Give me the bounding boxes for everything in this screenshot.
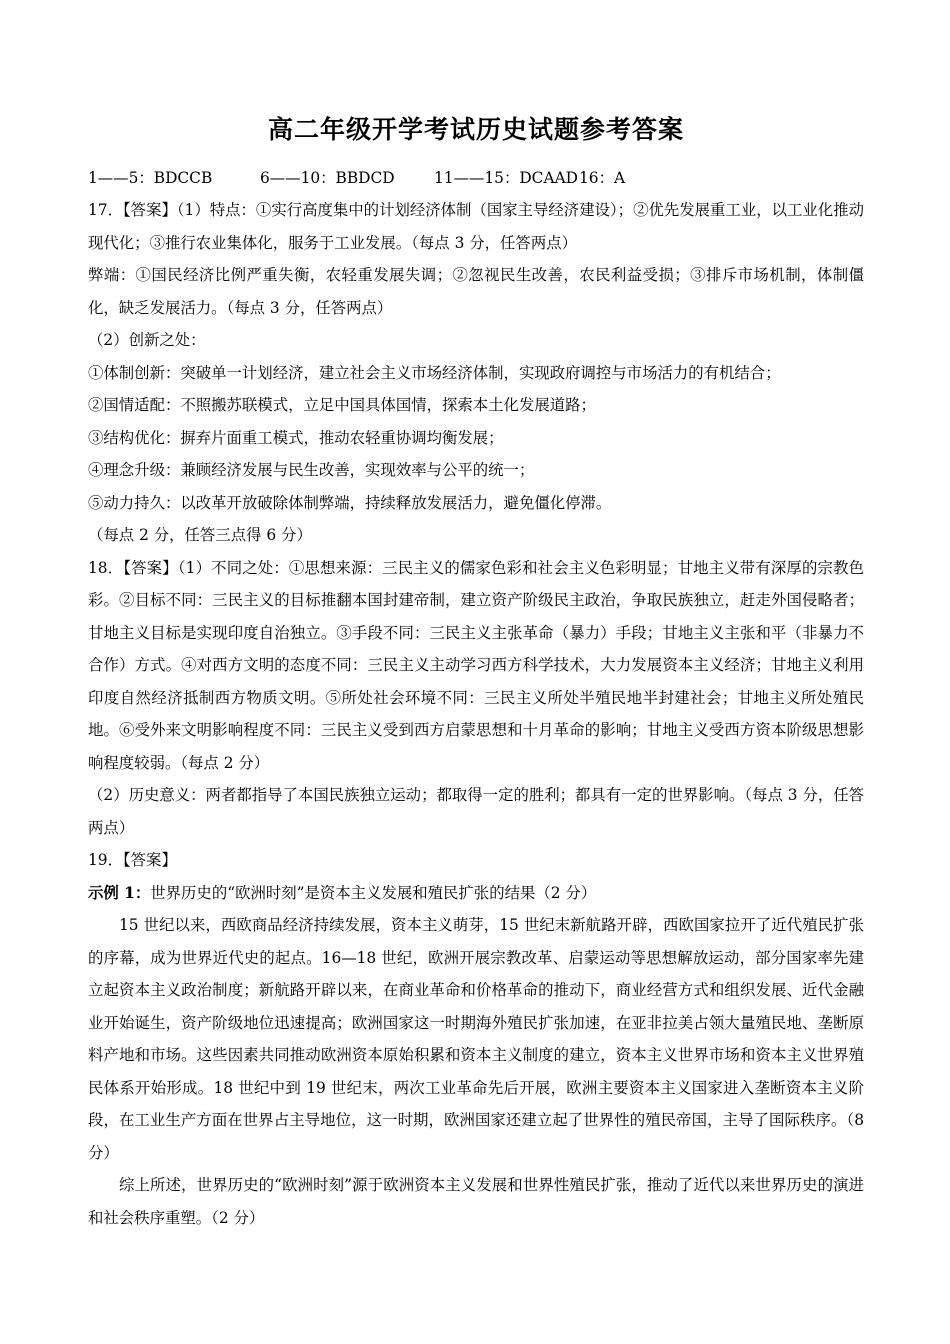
q17-innovation-item: ②国情适配：不照搬苏联模式，立足中国具体国情，探索本土化发展道路； bbox=[88, 396, 596, 414]
choice-answer-16: 16：A bbox=[579, 169, 626, 187]
q18-significance: （2）历史意义：两者都指导了本国民族独立运动；都取得一定的胜利；都具有一定的世界影响。（每点 3 分，任答两点） bbox=[88, 786, 864, 837]
q17-part2-heading: （2）创新之处： bbox=[88, 331, 206, 349]
choice-answer-1-5: 1——5：BDCCB bbox=[88, 169, 213, 187]
q17-features: （1）特点：①实行高度集中的计划经济体制（国家主导经济建设）；②优先发展重工业，以工业化推动现代化；③推行农业集体化，服务于工业发展。（每点 3 分，任答两点） bbox=[88, 201, 864, 252]
q17-scoring-note: （每点 2 分，任答三点得 6 分） bbox=[88, 526, 312, 544]
choice-answer-11-15: 11——15：DCAAD bbox=[434, 169, 579, 187]
q17-label: 17．【答案】 bbox=[88, 201, 177, 219]
choice-answers bbox=[88, 162, 864, 194]
q17-innovation-item: ③结构优化：摒弃片面重工模式，推动农轻重协调均衡发展； bbox=[88, 428, 504, 447]
page-title: 高二年级开学考试历史试题参考答案 bbox=[267, 115, 684, 144]
question-17 bbox=[88, 194, 864, 552]
q17-innovation-item: ⑤动力持久：以改革开放破除体制弊端，持续释放发展活力，避免僵化停滞。 bbox=[88, 493, 612, 512]
q19-example-heading bbox=[88, 877, 864, 910]
question-18 bbox=[88, 552, 864, 845]
choice-answer-6-10: 6——10：BBDCD bbox=[260, 169, 395, 187]
q19-body: 15 世纪以来，西欧商品经济持续发展，资本主义萌芽，15 世纪末新航路开辟，西欧国家拉开了近代殖民扩张的序幕，成为世界近代史的起点。16—18 世纪，欧洲开展宗教改革、启蒙运动等思想解放运动，部分国家率先建立起资本主义政治制度；新航路开辟以来，在商业革命和价格革命的推动下，商业经营方式和组织发展、近代金融业开始诞生，资产阶级地位迅速提高；欧洲国家这一时期海外殖民扩张加速，在亚非拉美占领大量殖民地、垄断原料产地和市场。这些因素共同推动欧洲资本原始积累和资本主义制度的建立，资本主义世界市场和资本主义世界殖民体系开始形成。18 世纪中到 19 世纪末，两次工业革命先后开展，欧洲主要资本主义国家进入垄断资本主义阶段，在工业生产方面在世界占主导地位，这一时期，欧洲国家还建立起了世界性的殖民帝国，主导了国际秩序。（8 分） bbox=[88, 916, 864, 1162]
q19-label: 19．【答案】 bbox=[88, 851, 177, 869]
q17-innovation-item: ④理念升级：兼顾经济发展与民生改善，实现效率与公平的统一； bbox=[88, 461, 535, 479]
question-19 bbox=[88, 844, 864, 1234]
q19-example-label: 示例 1： bbox=[88, 883, 151, 902]
q19-conclusion: 综上所述，世界历史的“欧洲时刻”源于欧洲资本主义发展和世界性殖民扩张，推动了近代以来世界历史的演进和社会秩序重塑。（2 分） bbox=[88, 1176, 864, 1227]
q17-part1-paragraph bbox=[88, 194, 864, 259]
q19-example-title: 世界历史的“欧洲时刻”是资本主义发展和殖民扩张的结果（2 分） bbox=[150, 883, 597, 902]
q18-label: 18．【答案】 bbox=[88, 558, 178, 577]
q17-innovation-item: ①体制创新：突破单一计划经济，建立社会主义市场经济体制，实现政府调控与市场活力的有机结合； bbox=[88, 363, 781, 382]
q18-part1-paragraph bbox=[88, 552, 864, 780]
q18-differences: （1）不同之处：①思想来源：三民主义的儒家色彩和社会主义色彩明显；甘地主义带有深厚的宗教色彩。②目标不同：三民主义的目标推翻本国封建帝制，建立资产阶级民主政治，争取民族独立，赶走外国侵略者；甘地主义目标是实现印度自治独立。③手段不同：三民主义主张革命（暴力）手段；甘地主义主张和平（非暴力不合作）方式。④对西方文明的态度不同：三民主义主动学习西方科学技术，大力发展资本主义经济；甘地主义利用印度自然经济抵制西方物质文明。⑤所处社会环境不同：三民主义所处半殖民地半封建社会；甘地主义所处殖民地。⑥受外来文明影响程度不同：三民主义受到西方启蒙思想和十月革命的影响；甘地主义受西方资本阶级思想影响程度较弱。（每点 2 分） bbox=[88, 558, 865, 772]
q17-drawbacks: 弊端：①国民经济比例严重失衡，农轻重发展失调；②忽视民生改善，农民利益受损；③排斥市场机制，体制僵化，缺乏发展活力。（每点 3 分，任答两点） bbox=[88, 266, 864, 317]
answer-key-page bbox=[88, 112, 864, 1234]
